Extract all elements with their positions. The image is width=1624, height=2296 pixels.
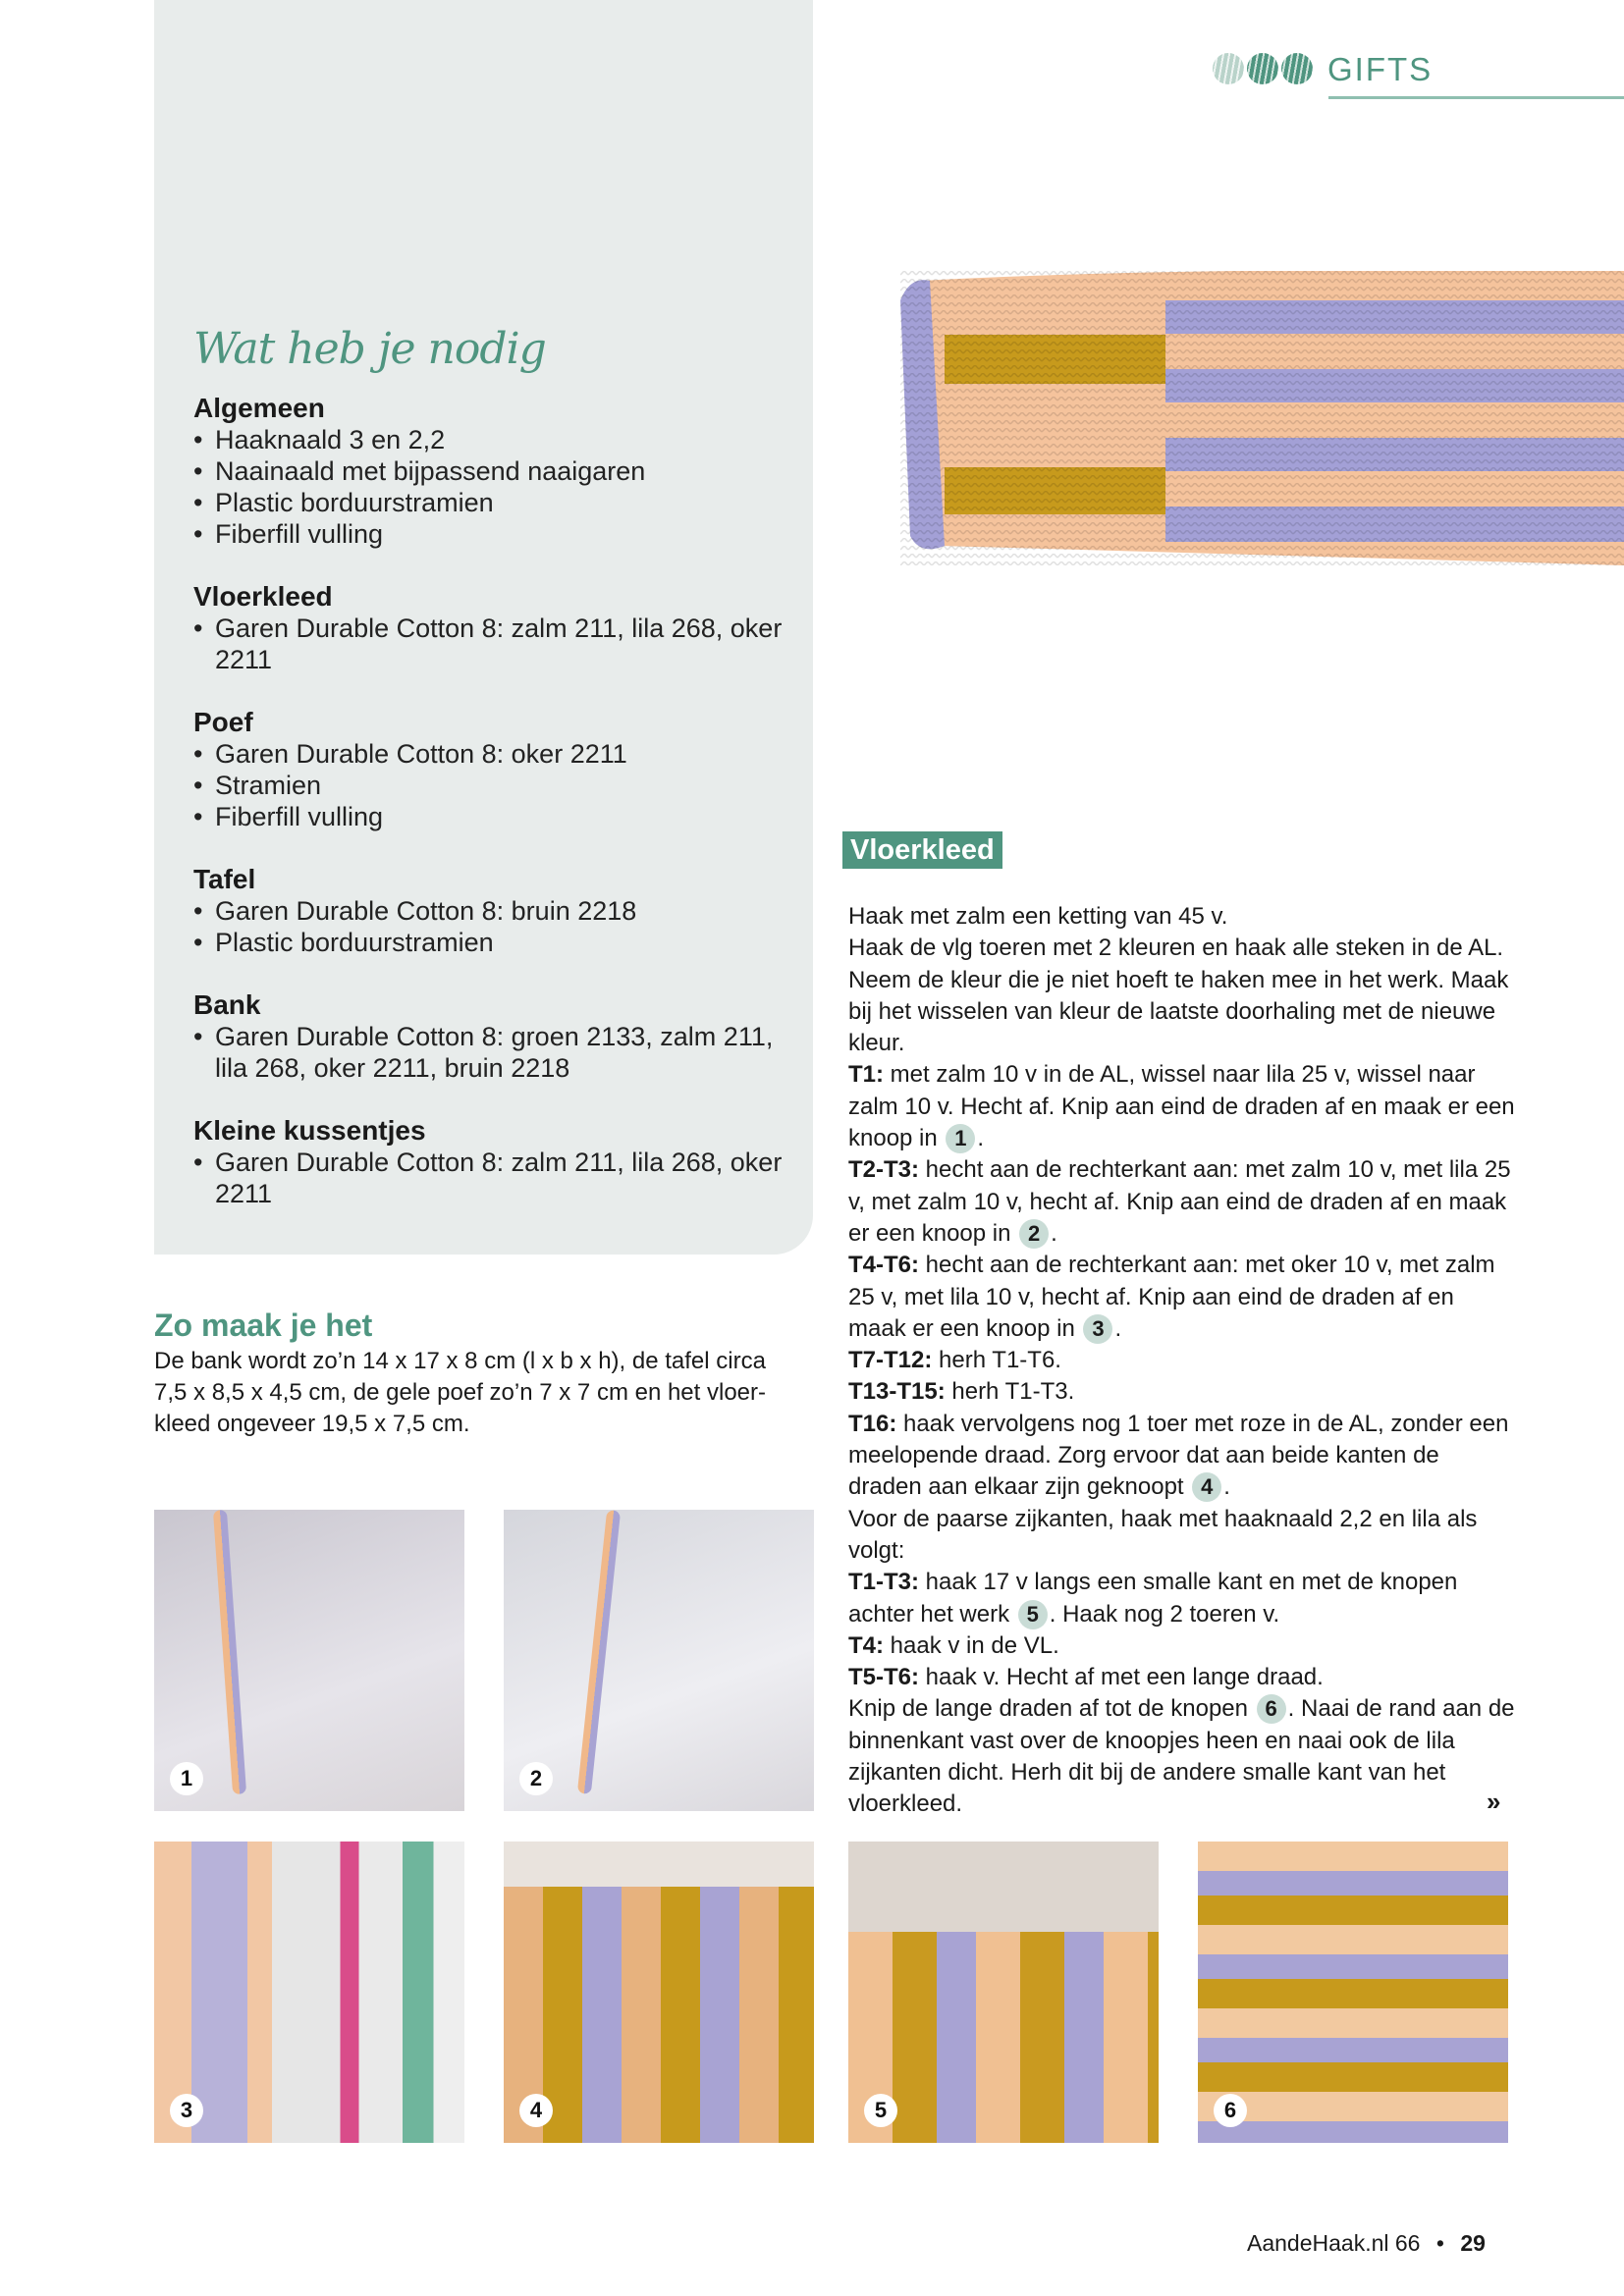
step-end: . [1051, 1219, 1057, 1247]
instruction-step [848, 1250, 1516, 1345]
instruction-step [848, 1504, 1516, 1568]
vloerkleed-instructions [848, 901, 1516, 1821]
step-label: T5-T6: [848, 1664, 919, 1691]
instruction-step [848, 1409, 1516, 1504]
howto-title: Zo maak je het [154, 1308, 373, 1343]
materials-group-title: Bank [193, 989, 261, 1020]
vloerkleed-label: Vloerkleed [842, 831, 1002, 869]
photo-number-badge: 2 [519, 1762, 553, 1795]
step-label: T7-T12: [848, 1347, 933, 1374]
photo-number-badge: 1 [170, 1762, 203, 1795]
step-end: . [1223, 1473, 1230, 1501]
photo-number-badge: 5 [864, 2094, 897, 2127]
materials-title: Wat heb je nodig [193, 324, 546, 374]
instruction-step [848, 1154, 1516, 1250]
materials-item: • Garen Durable Cotton 8: oker 2211 [193, 738, 783, 770]
instruction-step [848, 1345, 1516, 1376]
section-header: GIFTS [1327, 51, 1434, 87]
materials-group-title: Vloerkleed [193, 581, 333, 612]
step-text: Voor de paarse zijkanten, haak met haaknaald 2,2 en lila als volgt: [848, 1505, 1478, 1564]
photo-number-badge: 4 [519, 2094, 553, 2127]
step-photo [848, 1842, 1159, 2143]
materials-item: • Stramien [193, 770, 783, 801]
step-text: herh T1-T6. [932, 1347, 1061, 1374]
step-text: hecht aan de rechterkant aan: met zalm 10 v, met lila 25 v, met zalm 10 v, hecht af. Knip aan eind de draden af en maak er een knoop in [848, 1156, 1511, 1247]
step-text: Knip de lange draden af tot de knopen [848, 1695, 1255, 1723]
step-label: T16: [848, 1410, 897, 1437]
step-end: . [1114, 1314, 1122, 1342]
page-number: 29 [1460, 2230, 1486, 2256]
step-text: Haak met zalm een ketting van 45 v. [848, 903, 1228, 930]
step-text: haak 17 v langs een smalle kant en met de knopen achter het werk [848, 1569, 1458, 1628]
photo-ref: 5 [1018, 1600, 1048, 1629]
instruction-step [848, 933, 1516, 1059]
instruction-step [848, 1693, 1516, 1820]
materials-list [193, 393, 783, 1209]
step-text: haak v in de VL. [884, 1631, 1059, 1659]
step-text: herh T1-T3. [945, 1378, 1075, 1406]
photo-number-badge: 3 [170, 2094, 203, 2127]
step-label: T1-T3: [848, 1569, 919, 1596]
materials-item: • Fiberfill vulling [193, 801, 783, 832]
step-end: . Haak nog 2 toeren v. [1049, 1600, 1280, 1628]
step-photo [504, 1510, 814, 1811]
instruction-step [848, 1567, 1516, 1630]
instruction-step [848, 1662, 1516, 1693]
photo-ref: 2 [1019, 1219, 1049, 1249]
materials-group-title: Algemeen [193, 393, 325, 423]
step-text: haak vervolgens nog 1 toer met roze in de AL, zonder een meelopende draad. Zorg ervoor dat aan beide kanten de draden aan elkaar zijn geknoopt [848, 1410, 1509, 1501]
step-text: Haak de vlg toeren met 2 kleuren en haak alle steken in de AL. Neem de kleur die je niet hoeft te haken mee in het werk. Maak bij het wisselen van kleur de laatste doorhaling met de nieuwe kleur. [848, 934, 1509, 1057]
header-rule [1328, 96, 1624, 99]
step-label: T2-T3: [848, 1156, 919, 1184]
photo-number-badge: 6 [1214, 2094, 1247, 2127]
step-label: T4-T6: [848, 1252, 919, 1279]
photo-ref: 1 [946, 1124, 975, 1153]
photo-ref: 6 [1257, 1694, 1286, 1724]
materials-item: • Haaknaald 3 en 2,2 [193, 424, 783, 455]
materials-item: • Naainaald met bijpassend naaigaren [193, 455, 783, 487]
yarn-balls-icon [1213, 53, 1313, 84]
step-end: . [977, 1125, 985, 1152]
rug-photo [900, 271, 1624, 688]
step-end: . Naai de rand aan de binnenkant vast over de knoopjes heen en naai ook de lila zijkanten dicht. Herh dit bij de andere smalle kant van het vloerkleed. [848, 1695, 1515, 1818]
footer-bullet: • [1435, 2230, 1444, 2256]
magazine-name: AandeHaak.nl 66 [1247, 2230, 1421, 2256]
instruction-step [848, 1059, 1516, 1154]
materials-item: • Fiberfill vulling [193, 518, 783, 550]
step-text: haak v. Hecht af met een lange draad. [919, 1664, 1324, 1691]
instruction-step [848, 1630, 1516, 1662]
howto-text: De bank wordt zo’n 14 x 17 x 8 cm (l x b x h), de tafel circa 7,5 x 8,5 x 4,5 cm, de gele poef zo’n 7 x 7 cm en het vloerkleed ongeveer 19,5 x 7,5 cm. [154, 1348, 767, 1437]
photo-ref: 3 [1083, 1314, 1112, 1344]
page-footer [1247, 2230, 1486, 2257]
materials-group-title: Poef [193, 707, 253, 737]
step-label: T13-T15: [848, 1378, 946, 1406]
step-label: T1: [848, 1061, 884, 1089]
step-photo [504, 1842, 814, 2143]
materials-item: • Plastic borduurstramien [193, 927, 783, 958]
materials-group-title: Kleine kussentjes [193, 1115, 426, 1146]
instruction-step [848, 1376, 1516, 1408]
materials-item: • Garen Durable Cotton 8: groen 2133, zalm 211, lila 268, oker 2211, bruin 2218 [193, 1021, 783, 1084]
step-label: T4: [848, 1631, 884, 1659]
instruction-step [848, 901, 1516, 933]
step-photo [154, 1510, 464, 1811]
materials-item: • Garen Durable Cotton 8: bruin 2218 [193, 895, 783, 927]
materials-item: • Garen Durable Cotton 8: zalm 211, lila 268, oker 2211 [193, 1147, 783, 1209]
materials-item: • Plastic borduurstramien [193, 487, 783, 518]
continue-marker: » [1487, 1787, 1501, 1816]
materials-group-title: Tafel [193, 864, 256, 894]
step-photo [1198, 1842, 1508, 2143]
materials-item: • Garen Durable Cotton 8: zalm 211, lila 268, oker 2211 [193, 613, 783, 675]
photo-ref: 4 [1192, 1472, 1221, 1502]
step-photo [154, 1842, 464, 2143]
step-text: hecht aan de rechterkant aan: met oker 10 v, met zalm 25 v, met lila 10 v, hecht af. Knip aan eind de draden af en maak er een knoop in [848, 1252, 1495, 1342]
step-text: met zalm 10 v in de AL, wissel naar lila 25 v, wissel naar zalm 10 v. Hecht af. Knip aan eind de draden af en maak er een knoop in [848, 1061, 1515, 1152]
